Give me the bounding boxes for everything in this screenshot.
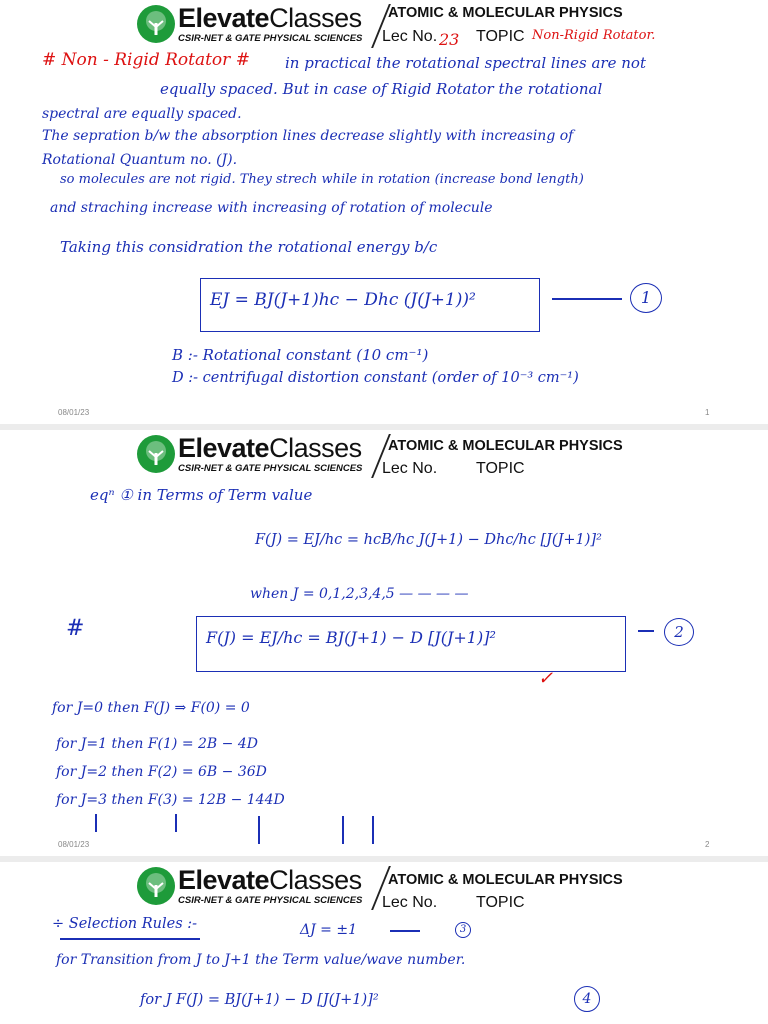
- topic-label: TOPIC: [476, 894, 525, 911]
- continuation-mark: [372, 816, 374, 844]
- equation: F(J) = EJ/hc = BJ(J+1) − D [J(J+1)]²: [206, 628, 496, 647]
- continuation-mark: [175, 814, 177, 832]
- text-line: Taking this considration the rotational energy b/c: [60, 238, 438, 256]
- brand-name: ElevateClasses: [178, 433, 362, 463]
- rule-number: 3: [455, 922, 471, 938]
- topic-label: TOPIC: [476, 28, 525, 45]
- row-j3: for J=3 then F(3) = 12B − 144D: [56, 792, 285, 808]
- text-line: so molecules are not rigid. They strech while in rotation (increase bond length): [60, 172, 584, 187]
- header-title: ATOMIC & MOLECULAR PHYSICS: [388, 872, 623, 888]
- equation-number: 4: [574, 986, 600, 1012]
- continuation-mark: [342, 816, 344, 844]
- text-line: when J = 0,1,2,3,4,5 — — — —: [250, 586, 469, 602]
- equation: F(J) = EJ/hc = hcB/hc J(J+1) − Dhc/hc [J(J+1)]²: [255, 532, 602, 548]
- header-title: ATOMIC & MOLECULAR PHYSICS: [388, 5, 623, 21]
- heading: ÷ Selection Rules :-: [52, 916, 198, 932]
- slide-2: [0, 430, 768, 856]
- header-title: ATOMIC & MOLECULAR PHYSICS: [388, 438, 623, 454]
- hash-mark: #: [66, 616, 85, 641]
- brand-name: ElevateClasses: [178, 3, 362, 33]
- equation-number: 2: [664, 618, 694, 646]
- definition-b: B :- Rotational constant (10 cm⁻¹): [172, 346, 429, 364]
- selection-rule: ΔJ = ±1: [300, 922, 357, 938]
- check-mark-icon: ✓: [538, 668, 554, 689]
- text-line: The sepration b/w the absorption lines decrease slightly with increasing of: [42, 128, 574, 144]
- brand-subtitle: CSIR-NET & GATE PHYSICAL SCIENCES: [178, 33, 363, 44]
- rule-arrow: [390, 930, 420, 932]
- definition-d: D :- centrifugal distortion constant (order of 10⁻³ cm⁻¹): [172, 370, 579, 386]
- brand-subtitle: CSIR-NET & GATE PHYSICAL SCIENCES: [178, 463, 363, 474]
- slide-page-number: 1: [705, 408, 710, 417]
- heading-underline: [60, 938, 200, 940]
- topic-value: Non-Rigid Rotator.: [532, 28, 656, 43]
- slide-date: 08/01/23: [58, 408, 90, 417]
- row-j2: for J=2 then F(2) = 6B − 36D: [56, 764, 267, 780]
- tree-logo-icon: [137, 435, 175, 473]
- text-line: and straching increase with increasing of rotation of molecule: [50, 200, 493, 216]
- lecture-label: Lec No.: [382, 460, 438, 477]
- continuation-mark: [258, 816, 260, 844]
- lecture-label: Lec No.: [382, 894, 438, 911]
- text-line: Rotational Quantum no. (J).: [42, 152, 238, 168]
- heading: # Non - Rigid Rotator #: [42, 50, 250, 70]
- equation: EJ = BJ(J+1)hc − Dhc (J(J+1))²: [210, 290, 476, 310]
- text-line: equally spaced. But in case of Rigid Rotator the rotational: [160, 80, 603, 98]
- tree-logo-icon: [137, 5, 175, 43]
- equation-arrow: [638, 630, 654, 632]
- slide-3: [0, 862, 768, 1024]
- text-line: in practical the rotational spectral lines are not: [285, 54, 646, 72]
- lecture-number: 23: [439, 30, 460, 49]
- slide-page-number: 2: [705, 840, 710, 849]
- text-line: for Transition from J to J+1 the Term value/wave number.: [56, 952, 466, 968]
- brand-subtitle: CSIR-NET & GATE PHYSICAL SCIENCES: [178, 895, 363, 906]
- tree-logo-icon: [137, 867, 175, 905]
- text-line: spectral are equally spaced.: [42, 106, 242, 122]
- lecture-label: Lec No.: [382, 28, 438, 45]
- equation-arrow: [552, 298, 622, 300]
- slide-1: [0, 0, 768, 424]
- continuation-mark: [95, 814, 97, 832]
- brand-name: ElevateClasses: [178, 865, 362, 895]
- equation: for J F(J) = BJ(J+1) − D [J(J+1)]²: [140, 992, 379, 1008]
- row-j0: for J=0 then F(J) ⇒ F(0) = 0: [52, 700, 250, 716]
- slide-date: 08/01/23: [58, 840, 90, 849]
- row-j1: for J=1 then F(1) = 2B − 4D: [56, 736, 258, 752]
- text-line: eqⁿ ① in Terms of Term value: [90, 486, 313, 504]
- topic-label: TOPIC: [476, 460, 525, 477]
- equation-number: 1: [630, 283, 662, 313]
